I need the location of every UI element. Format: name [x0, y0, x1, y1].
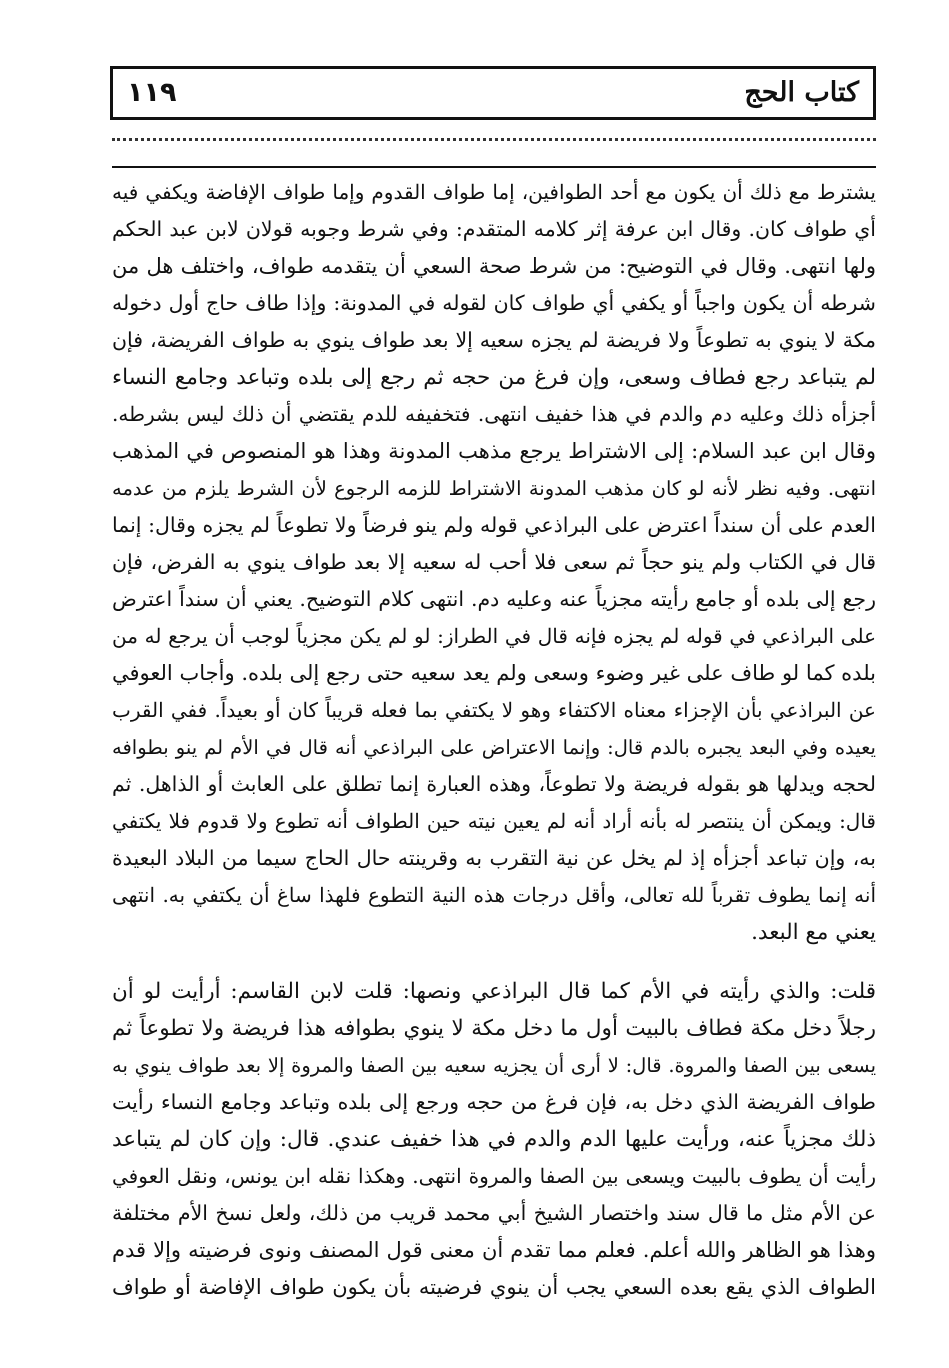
- text-line: قال: ويمكن أن ينتصر له بأنه أراد أنه لم يعين نيته حين الطواف أنه تطوع ولا قدوم فلا يكتفي: [112, 809, 876, 833]
- paragraph: [112, 973, 876, 1306]
- text-line: طواف الفريضة الذي دخل به، فإن فرغ من حجه ورجع إلى بلده وتباعد وجامع النساء رأيت: [112, 1090, 876, 1114]
- text-line: لم يتباعد رجع فطاف وسعى، وإن فرغ من حجه ثم رجع إلى بلده وتباعد وجامع النساء: [112, 365, 876, 390]
- text-line: يشترط مع ذلك أن يكون مع أحد الطوافين، إما طواف القدوم وإما طواف الإفاضة ويكفي فيه: [112, 180, 876, 204]
- text-line: يعيده وفي البعد يجبره بالدم قال: وإنما الاعتراض على البراذعي أنه قال في الأم لم ينو بطوافه: [112, 736, 876, 759]
- dotted-separator: [112, 138, 876, 141]
- text-line: أنه إنما يطوف تقرباً لله تعالى، وأقل درجات هذه النية التطوع فلهذا ساغ أن يكتفي به. انتهى: [112, 883, 876, 907]
- page-number: ١١٩: [127, 77, 177, 108]
- text-line: الطواف الذي يقع بعده السعي يجب أن ينوي فرضيته بأن يكون طواف الإفاضة أو طواف: [112, 1275, 876, 1299]
- text-line: لحجه ويدلها هو بقوله فريضة ولا تطوعاً، وهذه العبارة إنما تطلق على العابث أو الذاهل. ثم: [112, 772, 876, 796]
- text-line: وهذا هو الظاهر والله أعلم. فعلم مما تقدم أن معنى قول المصنف ونوى فرضيته وإلا قدم: [112, 1238, 876, 1262]
- text-line: يسعى بين الصفا والمروة. قال: لا أرى أن يجزيه سعيه بين الصفا والمروة إلا بعد طواف ينوي به: [112, 1054, 876, 1077]
- chapter-title: كتاب الحج: [744, 77, 859, 108]
- text-line: رجع إلى بلده أو جامع رأيته مجزياً عنه وعليه دم. انتهى كلام التوضيح. يعني أن سنداً اعترض: [112, 587, 876, 611]
- paragraph: [112, 174, 876, 951]
- text-line: العدم على أن سنداً اعترض على البراذعي قوله ولم ينو فرضاً ولا تطوعاً لم يجزه وقال: إنما: [112, 513, 876, 537]
- text-line: رأيت أن يطوف بالبيت ويسعى بين الصفا والمروة انتهى. وهكذا نقله ابن يونس، ونقل العوفي: [112, 1164, 876, 1188]
- text-line: وقال ابن عبد السلام: إلى الاشتراط يرجع مذهب المدونة وهذا هو المنصوص في المذهب: [112, 439, 876, 463]
- text-line: بلده كما لو طاف على غير وضوء وسعى ولم يعد سعيه حتى رجع إلى بلده. وأجاب العوفي: [112, 661, 876, 685]
- paragraph-gap: [112, 951, 876, 973]
- solid-separator: [112, 166, 876, 168]
- text-line: به، وإن تباعد أجزأه إذ لم يخل عن نية التقرب به وقرينته حال الحاج سيما من البلاد البعيدة: [112, 846, 876, 870]
- text-line: ولها انتهى. وقال في التوضيح: من شرط صحة السعي أن يتقدمه طواف، واختلف هل من: [112, 254, 876, 278]
- text-line: مكة لا ينوي به تطوعاً ولا فريضة لم يجزه سعيه إلا بعد طواف ينوي به طواف الفريضة، فإن: [112, 328, 876, 352]
- text-line: على البراذعي في قوله لم يجزه فإنه قال في الطراز: لو لم يكن مجزياً لوجب أن يرجع له من: [112, 624, 876, 648]
- running-header: [110, 66, 876, 120]
- text-line: قلت: والذي رأيته في الأم كما قال البراذعي ونصها: قلت لابن القاسم: أرأيت لو أن: [112, 979, 876, 1004]
- body-text: [112, 174, 876, 1306]
- text-line: انتهى. وفيه نظر لأنه لو كان مذهب المدونة الاشتراط للزمه الرجوع لأن الشرط يلزم من عدمه: [112, 477, 876, 500]
- text-line: أي طواف كان. وقال ابن عرفة إثر كلامه المتقدم: وفي شرط وجوبه قولان لابن عبد الحكم: [112, 217, 876, 241]
- text-line: يعني مع البعد.: [751, 920, 876, 945]
- text-line: أجزأه ذلك وعليه دم والدم في هذا خفيف انتهى. فتخفيفه للدم يقتضي أن ذلك ليس بشرطه.: [112, 402, 876, 426]
- text-line: ذلك مجزياً عنه، ورأيت عليها الدم والدم في هذا خفيف عندي. قال: وإن كان لم يتباعد: [112, 1127, 876, 1152]
- text-line: قال في الكتاب ولم ينو حجاً ثم سعى فلا أحب له سعيه إلا بعد طواف ينوي به الفرض، فإن: [112, 550, 876, 574]
- text-line: عن البراذعي بأن الإجزاء معناه الاكتفاء وهو لا يكتفي بما فعله قريباً كان أو بعيداً. ففي القرب: [112, 698, 876, 722]
- text-line: عن الأم مثل ما قال سند واختصار الشيخ أبي محمد قريب من ذلك، ولعل نسخ الأم مختلفة: [112, 1201, 876, 1225]
- text-line: رجلاً دخل مكة فطاف بالبيت أول ما دخل مكة لا ينوي بطوافه هذا فريضة ولا تطوعاً ثم: [112, 1016, 876, 1041]
- text-line: شرطه أن يكون واجباً أو يكفي أي طواف كان لقوله في المدونة: وإذا طاف حاج أول دخوله: [112, 291, 876, 315]
